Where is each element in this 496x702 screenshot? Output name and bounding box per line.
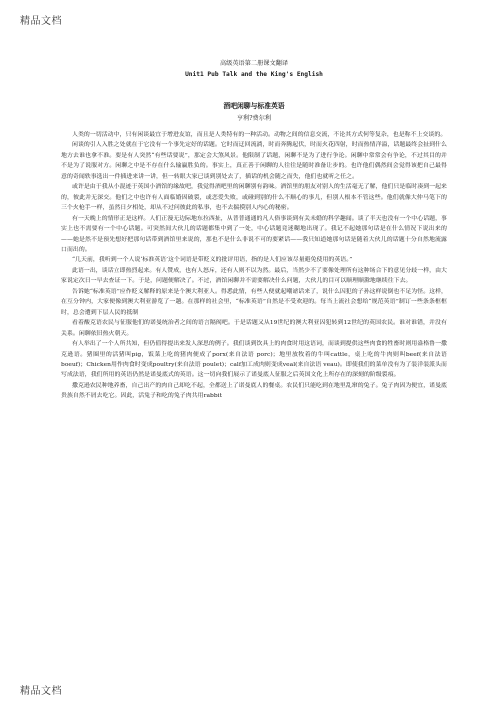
author-name: 亨利?费尔利: [236, 115, 272, 122]
paragraph: 人类的一切活动中，只有闲谈最宜于增进友谊，而且是人类特有的一种活动。动物之间的信息交流，不论其方式何等复杂，也是称不上交谈的。: [72, 132, 447, 138]
paragraph: “几天前，我听到一个人说‘标准英语’这个词语是带贬义的批评用语，指的是人们应该尽量避免使用的英语。”: [72, 257, 353, 264]
document-title: 高级英语第二册课文翻译: [219, 60, 289, 67]
paragraph: 告诉她“标准英语”应作贬义解释的原来是个澳大利亚人。得悉此情，有些人便就起嘲谑话来了，说什么囚犯的子孙这样说倒也不足为怪。这样，在互分钟内，大家便像到澳大利亚游览了一趟。在那样的社会里，“标准英语”自然是不受欢迎的。每当上流社会想给“规范英语”制订一些条条框框时，总会遭到下层人民的抵制: [61, 288, 447, 316]
paragraph: 看着酸克语农民与征服他们的诺曼统治者之间的语言隔阂吧。于是话题又从19世纪的澳大利亚囚犯转到12世纪的英国农民。谁对谁错，并没有关系。闲聊依旧热火朝天。: [61, 320, 447, 337]
paragraph: 闲谈的引人入胜之处就在于它没有一个事先定好的话题。它时而迂回流淌，时而奔腾起伏，时而火花四射，时而热情洋溢，话题最终会扯到什么地方去谁也拿不准。要是有人突然“有些话要说”，那定会大煞风景。他限制了话题，闲聊不是为了进行争论。闲聊中常常会有争论，不过其目的并不是为了说服对方。闲聊之中是不存在什么输赢胜负的。事实上，真正善于闲聊的人往往是随时准备让步的。也许他们偶然间会觉得该把自己最得意的奇闻轶事选出一件插进来讲一讲，但一转眼大家已谈到别处去了，插话的机会随之而失，他们也就听之任之。: [61, 142, 447, 180]
document-body: [61, 58, 447, 402]
paragraph: 或许是由于我从小混迹于英国小酒馆的缘故吧，我觉得酒吧里的闲聊别有韵味。酒馆里的朋友对别人的生活毫无了解，他们只是临时凑到一起来的，彼此并无深交。他们之中也许有人面临婚因破裂，或恋爱失败，或碰到别的什么不顺心的事儿，但别人根本不管这些。他们就像大仲马笔下的三个火枪手一样，虽然日夕相处，却从不过问彼此的私事，也不去揣摸别人内心的秘密。: [61, 184, 447, 212]
paragraph: 此语一出，谈话立即热烈起来。有人赞成，也有人怒斥，还有人则不以为然。最后，当然少不了要像处理所有这种场合下的意见分歧一样，由大家说定次日一早去查证一下。于是，问题便解决了。不过，酒馆闲聊并不需要解决什么问题，大伙儿的目可以顺理顺滁地继续往下去。: [61, 267, 447, 285]
paragraph: 有人举出了一个人所共知，但仍值得提出来发人深思的例子。我们谈到饮具上的肉食时用这语词，而谈到提供这些肉食的牲畜时则用盎格鲁一撒克逊语。猪圈里的活猪叫pig，饭菜上吃的猪肉便成了porx(来自法语 porc)；地里放牧着的牛叫cattle，桌上吃的牛肉则叫beef(来自法语 boeuf)；Chicken用作肉食时变成poultry(来自法语 poulet)；calf加工成肉则变成veal(来自法语 veau)。即使我们的菜单没有为了装洋装派头而写成法语，我们所用的英语仍然是诺曼底式的英语。这一切向我们展示了诺曼底人征服之后英国文化上所存在的深刻的阶级裂痕。: [61, 341, 447, 379]
paragraph: 撒克逊农民种地养畜，自己出产的肉自己却吃不起，全都送上了诺曼底人的餐桌。农民们只能吃到在地里乱窜的兔子。兔子肉因为便宜，诺曼底贵族自然不屑去吃它。因此，活兔子和吃的兔子肉共用rabbit: [61, 382, 447, 400]
paragraph: 有一天晚上的情形正是这样。人们正漫无边际地东拉西扯，从普普通通的凡人俗事谈到有关未婚的科学趣闻。谈了半天也没有一个中心话题，事实上也不需要有一个中心话题。可突然间大伙儿的话题都集中到了一处，中心话题竟迷糊地出现了。我记不起她那句话是在什么情况下说出来的——她是然不是预先想好把那句话带到酒馆里来说的，那也不是什么非说不可的要紧话——我只知道她那句话是随着大伙儿的话题十分自然地流露口而出的。: [61, 215, 447, 253]
watermark-bottom: 精品文档: [20, 686, 62, 697]
watermark-top: 精品文档: [20, 16, 62, 27]
article-title: 酒吧闲聊与标准英语: [223, 102, 285, 110]
unit-title: Unit1 Pub Talk and the King's English: [185, 71, 323, 78]
